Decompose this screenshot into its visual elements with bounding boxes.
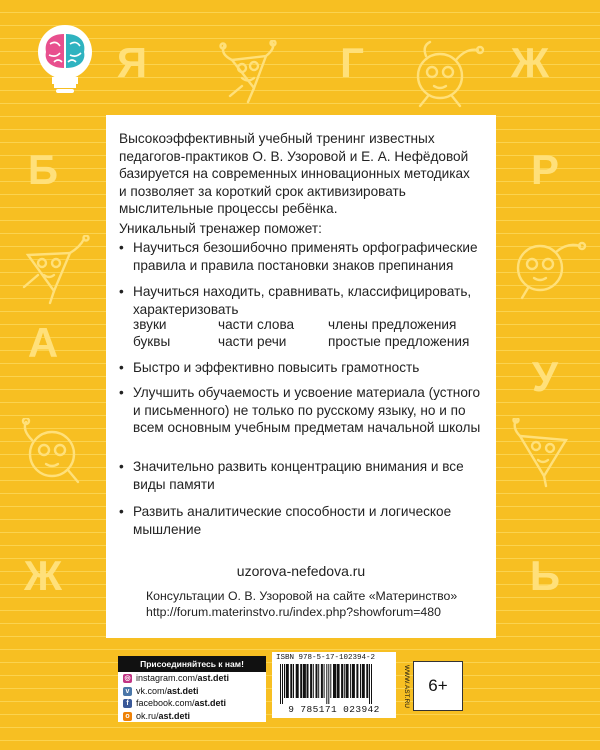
intro-line: мыслительные процессы ребёнка.: [119, 201, 338, 216]
bullet-item: [119, 458, 489, 493]
barcode-bar: [324, 664, 325, 698]
barcode-bar: [350, 664, 351, 698]
barcode-bar: [366, 664, 368, 698]
age-rating: 6+: [428, 676, 448, 695]
grid-word: члены предложения: [328, 317, 457, 332]
barcode-bar: [310, 664, 312, 698]
border-letter: Ь: [529, 552, 561, 599]
barcode: [272, 664, 396, 704]
vk-icon: v: [123, 687, 132, 696]
barcode-bar: [316, 664, 318, 698]
grid-word: простые предложения: [328, 334, 470, 349]
barcode-bar: [330, 664, 331, 698]
border-letter: Ж: [511, 39, 549, 86]
barcode-guard: [280, 664, 281, 704]
bullet-dot: •: [119, 385, 124, 400]
barcode-guard: [326, 664, 327, 704]
barcode-bar: [300, 664, 302, 698]
bullet-text: Улучшить обучаемость и усвоение материала (устного и письменного) не только по русскому языку, но и по всем основным учебным предметам начальной школы: [133, 385, 481, 435]
border-letter: У: [531, 353, 559, 400]
social-link-facebook[interactable]: f facebook.com/ast.deti: [118, 697, 266, 710]
barcode-bar: [356, 664, 358, 698]
barcode-bar: [337, 664, 340, 698]
intro-line: педагогов-практиков О. В. Узоровой и Е. А. Нефёдовой: [119, 148, 469, 164]
bullet-dot: •: [119, 459, 124, 474]
barcode-bar: [362, 664, 365, 698]
bullet-item: [119, 283, 489, 318]
bullet-text: Быстро и эффективно повысить грамотность: [133, 360, 420, 375]
consultation-note: [146, 588, 491, 620]
grid-word: буквы: [133, 334, 171, 349]
intro-line: Высокоэффективный учебный тренинг известных: [119, 131, 435, 146]
intro-paragraph: [119, 130, 489, 218]
barcode-guard: [282, 664, 283, 704]
barcode-bar: [346, 664, 349, 698]
isbn-number: ISBN 978-5-17-102394-2: [276, 654, 376, 662]
brain-lightbulb-logo: [30, 22, 100, 100]
intro-line: базируется на современных инновационных методиках: [119, 166, 470, 181]
critter-doodle: [202, 40, 292, 110]
barcode-bar: [286, 664, 289, 698]
bullet-item: [119, 239, 489, 274]
barcode-bar: [290, 664, 292, 698]
barcode-bar: [333, 664, 336, 698]
barcode-bar: [360, 664, 361, 698]
border-letter: Ж: [24, 552, 62, 599]
odnoklassniki-icon: o: [123, 712, 132, 721]
border-letter: А: [27, 319, 59, 366]
critter-doodle: [500, 418, 590, 488]
bullet-item: [119, 503, 489, 538]
instagram-icon: ◎: [124, 675, 131, 682]
facebook-icon: f: [123, 699, 132, 708]
social-links-box: [118, 656, 266, 722]
critter-doodle: [8, 235, 98, 305]
bullet-text: Научиться безошибочно применять орфографические правила и правила постановки знаков препинания: [133, 240, 478, 273]
list-subheading: Уникальный тренажер поможет:: [119, 221, 322, 236]
barcode-bar: [296, 664, 299, 698]
border-letter: Р: [530, 146, 559, 193]
bullet-item: [119, 359, 489, 377]
barcode-bar: [303, 664, 306, 698]
border-letter: Г: [340, 39, 364, 86]
critter-doodle: [8, 418, 98, 488]
barcode-bar: [321, 664, 323, 698]
barcode-guard: [371, 664, 372, 704]
barcode-bar: [307, 664, 309, 698]
barcode-bar: [352, 664, 355, 698]
intro-line: и позволяет за короткий срок активизировать: [119, 183, 406, 199]
border-letter: Я: [116, 39, 148, 86]
social-link-vk[interactable]: v vk.com/ast.deti: [118, 685, 266, 698]
bullet-dot: •: [119, 504, 124, 519]
consultation-text: Консультации О. В. Узоровой на сайте «Материнство»: [146, 589, 458, 603]
critter-doodle: [398, 40, 488, 110]
barcode-guard: [328, 664, 329, 704]
social-link-ok[interactable]: o ok.ru/ast.deti: [118, 710, 266, 723]
bullet-dot: •: [119, 360, 124, 375]
bullet-text: Значительно развить концентрацию внимания и все виды памяти: [133, 459, 464, 492]
barcode-bar: [293, 664, 294, 698]
bullet-dot: •: [119, 284, 124, 299]
forum-link[interactable]: http://forum.materinstvo.ru/index.php?showforum=480: [146, 605, 441, 619]
publisher-website: WWW.AST.RU: [403, 664, 410, 708]
grid-word: звуки: [133, 317, 167, 332]
barcode-digits: 9 785171 023942: [288, 704, 380, 715]
critter-doodle: [500, 230, 590, 300]
barcode-block: [272, 652, 396, 718]
bullet-item: [119, 384, 489, 437]
bullet-text: Научиться находить, сравнивать, классифицировать, характеризовать: [133, 284, 472, 317]
barcode-bar: [284, 664, 285, 698]
barcode-bar: [318, 664, 319, 698]
barcode-bar: [341, 664, 343, 698]
social-link-instagram[interactable]: ◎ instagram.com/ast.deti: [124, 673, 230, 683]
barcode-bar: [344, 664, 345, 698]
grid-word: части слова: [218, 317, 295, 332]
website-link[interactable]: uzorova-nefedova.ru: [236, 563, 366, 579]
text-panel: [106, 115, 496, 638]
age-rating-box: [413, 661, 463, 711]
social-heading: Присоединяйтесь к нам!: [118, 656, 266, 672]
grid-word: части речи: [218, 334, 287, 349]
bullet-text: Развить аналитические способности и логическое мышление: [133, 504, 452, 537]
barcode-bar: [313, 664, 314, 698]
border-letter: Б: [27, 146, 59, 193]
barcode-guard: [369, 664, 370, 704]
bullet-dot: •: [119, 240, 124, 255]
